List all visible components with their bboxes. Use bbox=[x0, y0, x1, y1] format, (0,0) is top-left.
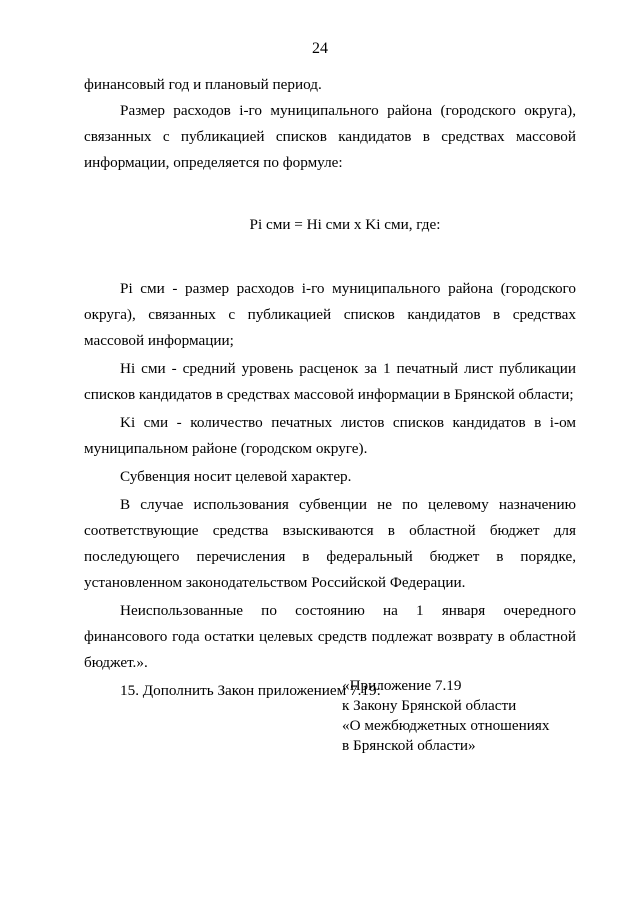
paragraph-fiscal-year: финансовый год и плановый период. bbox=[84, 76, 322, 93]
paragraph-unused-funds: Неиспользованные по состоянию на 1 января очередного финансового года остатки целевых средств подлежат возврату в областной бюджет.». bbox=[84, 602, 576, 671]
formula: Pi сми = Hi сми x Ki сми, где: bbox=[249, 216, 441, 233]
document-body bbox=[84, 72, 576, 704]
paragraph-ki-definition: Ki сми - количество печатных листов списков кандидатов в i-ом муниципальном районе (городском округе). bbox=[84, 414, 576, 457]
paragraph-pi-definition: Pi сми - размер расходов i-го муниципального района (городского округа), связанных с публикацией списков кандидатов в средствах массовой информации; bbox=[84, 280, 576, 349]
paragraph-misuse: В случае использования субвенции не по целевому назначению соответствующие средства взыскиваются в областной бюджет для последующего перечисления в федеральный бюджет в порядке, установленном законодательством Российской Федерации. bbox=[84, 496, 576, 591]
paragraph-amendment: 15. Дополнить Закон приложением 7.19: bbox=[120, 682, 381, 699]
appendix-line-4: в Брянской области» bbox=[342, 737, 476, 754]
paragraph-subvention-purpose: Субвенция носит целевой характер. bbox=[120, 468, 352, 485]
page-number: 24 bbox=[312, 40, 328, 57]
appendix-line-1: «Приложение 7.19 bbox=[342, 677, 462, 694]
appendix-line-3: «О межбюджетных отношениях bbox=[342, 717, 550, 734]
appendix-line-2: к Закону Брянской области bbox=[342, 697, 517, 714]
paragraph-expense-size: Размер расходов i-го муниципального района (городского округа), связанных с публикацией списков кандидатов в средствах массовой информации, определяется по формуле: bbox=[84, 102, 576, 171]
paragraph-hi-definition: Hi сми - средний уровень расценок за 1 печатный лист публикации списков кандидатов в средствах массовой информации в Брянской области; bbox=[84, 360, 576, 403]
appendix-header bbox=[342, 676, 582, 756]
